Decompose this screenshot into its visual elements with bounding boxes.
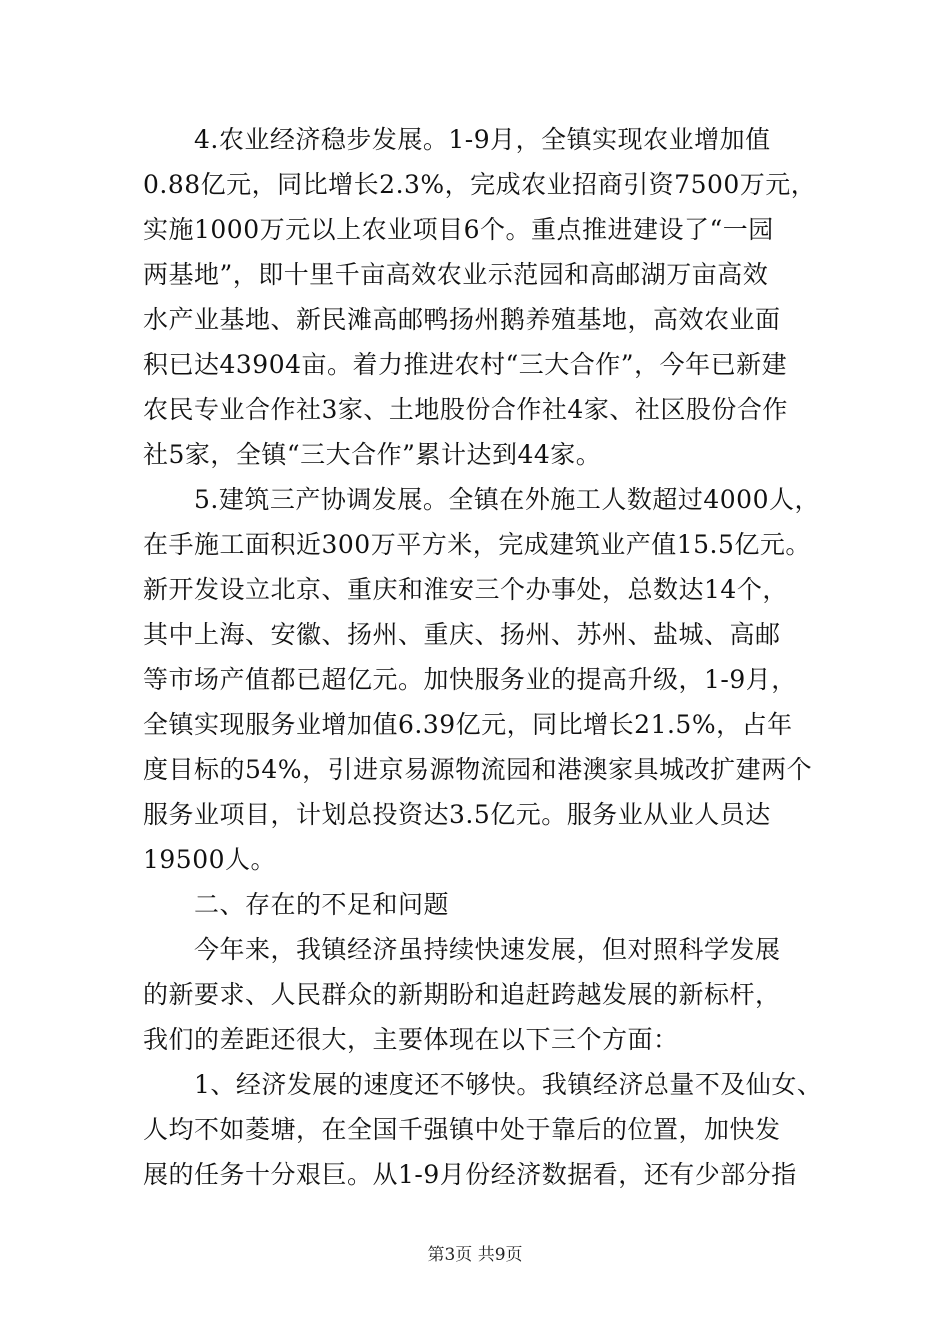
- text-line: 等市场产值都已超亿元。加快服务业的提高升级，1-9月，: [143, 665, 797, 694]
- text-line: 今年来，我镇经济虽持续快速发展，但对照科学发展: [143, 935, 781, 964]
- text-line: 两基地”，即十里千亩高效农业示范园和高邮湖万亩高效: [143, 260, 769, 289]
- text-line: 5.建筑三产协调发展。全镇在外施工人数超过4000人，: [143, 485, 820, 514]
- text-line: 社5家，全镇“三大合作”累计达到44家。: [143, 440, 602, 469]
- text-line: 19500人。: [143, 845, 277, 874]
- text-line: 4.农业经济稳步发展。1-9月，全镇实现农业增加值: [143, 125, 771, 154]
- text-line: 的新要求、人民群众的新期盼和追赶跨越发展的新标杆，: [143, 980, 781, 1009]
- text-line: 0.88亿元，同比增长2.3%，完成农业招商引资7500万元，: [143, 170, 817, 199]
- text-line: 实施1000万元以上农业项目6个。重点推进建设了“一园: [143, 215, 774, 244]
- text-line: 新开发设立北京、重庆和淮安三个办事处，总数达14个，: [143, 575, 788, 604]
- text-line: 人均不如菱塘，在全国千强镇中处于靠后的位置，加快发: [143, 1115, 781, 1144]
- text-line: 1、经济发展的速度还不够快。我镇经济总量不及仙女、: [143, 1070, 823, 1099]
- text-line: 全镇实现服务业增加值6.39亿元，同比增长21.5%，占年: [143, 710, 793, 739]
- text-line: 展的任务十分艰巨。从1-9月份经济数据看，还有少部分指: [143, 1160, 797, 1189]
- text-line: 度目标的54%，引进京易源物流园和港澳家具城改扩建两个: [143, 755, 813, 784]
- section-heading: 二、存在的不足和问题: [143, 890, 450, 919]
- text-line: 服务业项目，计划总投资达3.5亿元。服务业从业人员达: [143, 800, 771, 829]
- text-line: 我们的差距还很大，主要体现在以下三个方面：: [143, 1025, 679, 1054]
- text-line: 水产业基地、新民滩高邮鸭扬州鹅养殖基地，高效农业面: [143, 305, 781, 334]
- page-number-footer: 第3页 共9页: [427, 1245, 523, 1265]
- text-line: 在手施工面积近300万平方米，完成建筑业产值15.5亿元。: [143, 530, 811, 559]
- text-line: 积已达43904亩。着力推进农村“三大合作”，今年已新建: [143, 350, 788, 379]
- text-line: 其中上海、安徽、扬州、重庆、扬州、苏州、盐城、高邮: [143, 620, 781, 649]
- text-line: 农民专业合作社3家、土地股份合作社4家、社区股份合作: [143, 395, 788, 424]
